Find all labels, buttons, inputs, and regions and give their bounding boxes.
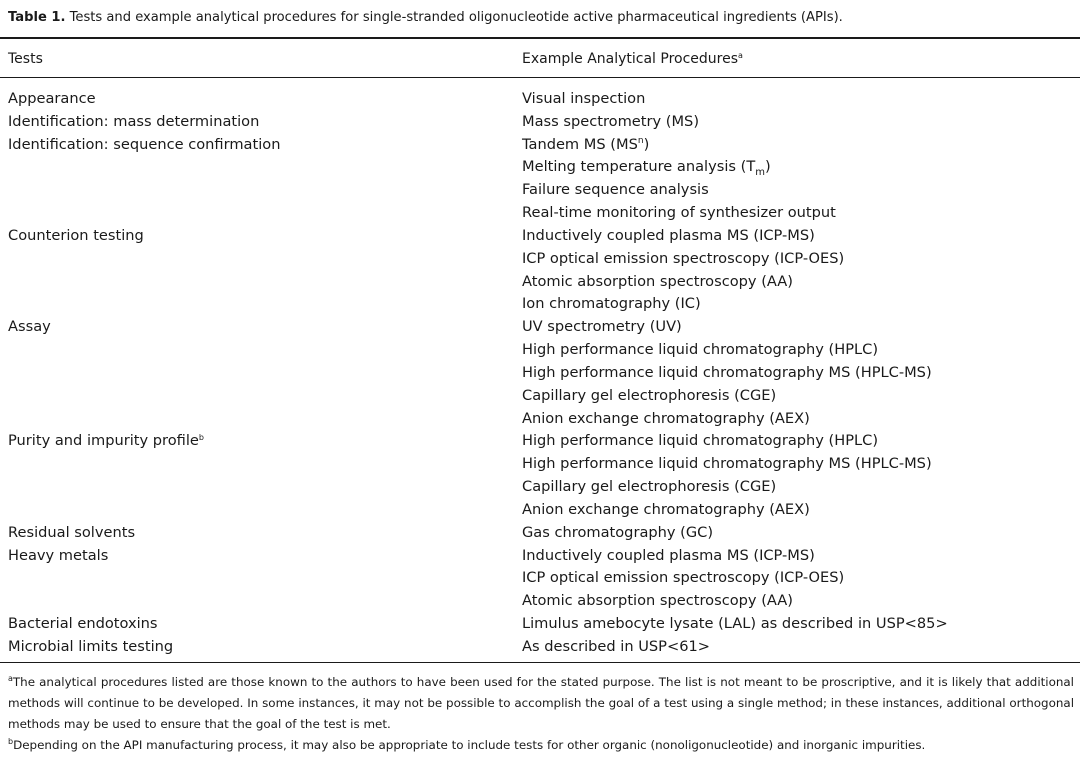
test-name: Microbial limits testing xyxy=(8,637,174,655)
table-row xyxy=(0,317,1080,340)
procedure-tail: ) xyxy=(765,158,771,176)
procedure-cell xyxy=(522,591,793,611)
procedure-cell xyxy=(522,249,844,269)
procedure-cell xyxy=(522,203,836,223)
procedure-name: Anion exchange chromatography (AEX) xyxy=(522,500,810,518)
procedure-name: UV spectrometry (UV) xyxy=(522,318,682,336)
test-cell xyxy=(8,637,173,657)
test-name: Identification: mass determination xyxy=(8,112,260,130)
procedure-name: High performance liquid chromatography MS (HPLC-MS) xyxy=(522,455,932,473)
procedure-cell xyxy=(522,112,699,132)
table-row xyxy=(0,272,1080,295)
table-row xyxy=(0,546,1080,569)
table-row xyxy=(0,340,1080,363)
procedure-cell xyxy=(522,386,776,406)
bottom-rule xyxy=(0,662,1080,663)
procedure-name: ICP optical emission spectroscopy (ICP-OES) xyxy=(522,249,845,267)
table-row xyxy=(0,591,1080,614)
procedure-cell xyxy=(522,294,701,314)
procedure-name: Mass spectrometry (MS) xyxy=(522,112,700,130)
procedure-tail: ) xyxy=(643,135,650,153)
table-row xyxy=(0,409,1080,432)
test-name: Counterion testing xyxy=(8,226,144,244)
procedure-cell xyxy=(522,272,793,292)
header-rule xyxy=(0,77,1080,78)
procedure-cell xyxy=(522,568,844,588)
footnote-b xyxy=(8,735,1074,756)
procedure-cell xyxy=(522,546,815,566)
procedure-name: As described in USP<61> xyxy=(522,637,711,655)
test-cell xyxy=(8,317,51,337)
procedure-name: Tandem MS (MS xyxy=(522,135,638,153)
table-label: Table 1. xyxy=(8,10,66,25)
footnote-text: The analytical procedures listed are those known to the authors to have been used for the stated purpose. The list is not meant to be proscriptive, and it is likely that additional methods will continue to be developed. In some instances, it may not be possible to accomplish the goal of a test using a single method; in these instances, additional orthogonal methods may be used to ensure that the goal of the test is met. xyxy=(8,675,1074,731)
table-row xyxy=(0,157,1080,180)
procedure-cell xyxy=(522,614,948,634)
procedure-cell xyxy=(522,363,932,383)
header-procedures-label: Example Analytical Procedures xyxy=(522,51,739,67)
test-cell xyxy=(8,614,158,634)
procedure-cell xyxy=(522,340,878,360)
test-cell xyxy=(8,523,135,543)
test-name: Heavy metals xyxy=(8,546,109,564)
footnote-b-marker: b xyxy=(198,433,204,443)
table-caption xyxy=(8,9,1078,27)
procedure-cell xyxy=(522,409,810,429)
table-row xyxy=(0,431,1080,454)
procedure-cell xyxy=(522,454,932,474)
table-row xyxy=(0,294,1080,317)
table-row xyxy=(0,112,1080,135)
table-row xyxy=(0,386,1080,409)
procedure-name: Anion exchange chromatography (AEX) xyxy=(522,409,810,427)
test-name: Identification: sequence confirmation xyxy=(8,135,281,153)
procedure-cell xyxy=(522,89,645,109)
procedure-name: Ion chromatography (IC) xyxy=(522,295,701,313)
table-row xyxy=(0,363,1080,386)
procedure-name: Atomic absorption spectroscopy (AA) xyxy=(522,272,793,290)
procedure-name: Failure sequence analysis xyxy=(522,181,709,199)
table-body xyxy=(0,89,1080,660)
procedure-name: Melting temperature analysis (T xyxy=(522,158,756,176)
top-rule xyxy=(0,37,1080,39)
table-row xyxy=(0,454,1080,477)
procedure-name: Capillary gel electrophoresis (CGE) xyxy=(522,386,777,404)
test-cell xyxy=(8,226,144,246)
test-name: Residual solvents xyxy=(8,523,136,541)
procedure-superscript: n xyxy=(637,135,644,146)
procedure-cell xyxy=(522,500,810,520)
procedure-cell xyxy=(522,157,771,177)
procedure-cell xyxy=(522,431,878,451)
procedure-cell xyxy=(522,317,682,337)
procedure-cell xyxy=(522,226,815,246)
procedure-name: Inductively coupled plasma MS (ICP-MS) xyxy=(522,226,815,244)
test-cell xyxy=(8,89,96,109)
procedure-cell xyxy=(522,135,649,155)
test-name: Assay xyxy=(8,318,51,336)
test-name: Appearance xyxy=(8,90,96,107)
table-row xyxy=(0,203,1080,226)
table-row xyxy=(0,89,1080,112)
test-name: Purity and impurity profile xyxy=(8,432,199,450)
footnote-mark: b xyxy=(8,737,14,746)
header-procedures xyxy=(522,50,743,69)
table-row xyxy=(0,614,1080,637)
header-tests: Tests xyxy=(8,51,43,67)
procedure-cell xyxy=(522,523,713,543)
procedure-name: Real-time monitoring of synthesizer output xyxy=(522,204,836,222)
test-cell xyxy=(8,112,259,132)
procedure-name: Limulus amebocyte lysate (LAL) as described in USP<85> xyxy=(522,615,948,633)
table-title: Tests and example analytical procedures for single-stranded oligonucleotide active pharmaceutical ingredients (APIs). xyxy=(69,10,843,25)
procedure-name: Visual inspection xyxy=(522,90,646,107)
test-cell xyxy=(8,546,108,566)
procedure-name: Inductively coupled plasma MS (ICP-MS) xyxy=(522,546,815,564)
procedure-cell xyxy=(522,637,710,657)
procedure-cell xyxy=(522,180,709,200)
procedure-name: High performance liquid chromatography (HPLC) xyxy=(522,432,879,450)
table-row xyxy=(0,477,1080,500)
procedure-name: High performance liquid chromatography (HPLC) xyxy=(522,341,879,359)
procedure-subscript: m xyxy=(755,167,766,179)
procedure-name: Gas chromatography (GC) xyxy=(522,523,714,541)
footnote-mark: a xyxy=(8,674,13,683)
table-row xyxy=(0,500,1080,523)
table-row xyxy=(0,226,1080,249)
procedure-cell xyxy=(522,477,776,497)
table-row xyxy=(0,637,1080,660)
test-cell xyxy=(8,431,204,451)
procedure-name: Atomic absorption spectroscopy (AA) xyxy=(522,592,793,610)
test-cell xyxy=(8,135,280,155)
footnote-text: Depending on the API manufacturing process, it may also be appropriate to include tests for other organic (nonoligonucleotide) and inorganic impurities. xyxy=(13,738,926,752)
footnote-a-marker: a xyxy=(738,51,743,60)
table-row xyxy=(0,249,1080,272)
footnotes xyxy=(8,672,1074,756)
procedure-name: High performance liquid chromatography MS (HPLC-MS) xyxy=(522,363,932,381)
table-row xyxy=(0,135,1080,158)
procedure-name: ICP optical emission spectroscopy (ICP-OES) xyxy=(522,569,845,587)
table-row xyxy=(0,523,1080,546)
procedure-name: Capillary gel electrophoresis (CGE) xyxy=(522,478,777,496)
table-row xyxy=(0,568,1080,591)
table-row xyxy=(0,180,1080,203)
test-name: Bacterial endotoxins xyxy=(8,615,158,633)
footnote-a xyxy=(8,672,1074,735)
